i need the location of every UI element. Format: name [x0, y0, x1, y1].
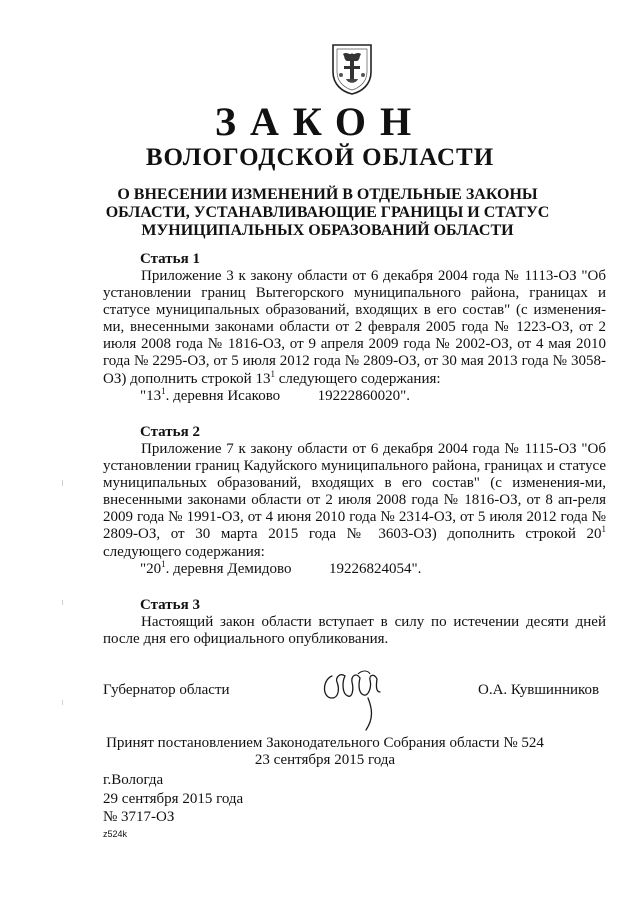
article-3	[103, 597, 606, 648]
scan-mark	[62, 600, 63, 605]
governor-name: О.А. Кувшинников	[478, 682, 600, 698]
city: г.Вологда	[103, 772, 164, 788]
adoption-note: Принят постановлением Законодательного Собрания области № 524 23 сентября 2015 года	[106, 735, 544, 768]
region-title: ВОЛОГОДСКОЙ ОБЛАСТИ	[145, 144, 495, 171]
article-title: Статья 2	[140, 424, 200, 440]
article-body: Настоящий закон области вступает в силу по истечении десяти дней после дня его официального опубликования.	[103, 614, 606, 648]
article-title: Статья 3	[140, 597, 200, 613]
law-number: № 3717-ОЗ	[103, 809, 175, 825]
article-title: Статья 1	[140, 251, 200, 267]
article-body: Приложение 3 к закону области от 6 декабря 2004 года № 1113-ОЗ "Об установлении границ Вытегорского муниципального района, границах и статусе муниципальных образований, входящих в его состав" (с изменения-ми, внесенными законами области от 2 февраля 2005 года № 1223-ОЗ, от 2 июля 2008 года № 1816-ОЗ, от 9 апреля 2009 года № 2002-ОЗ, от 4 мая 2010 года № 2295-ОЗ, от 5 июля 2012 года № 2809-ОЗ, от 30 мая 2013 года № 3058-ОЗ) дополнить строкой $13^1$ следующего содержания:	[103, 268, 606, 387]
vologda-coat-of-arms-icon	[330, 42, 374, 96]
article-2	[103, 424, 606, 578]
settlement-entry: "$20^1$. деревня Демидово 19226824054".	[140, 558, 422, 577]
document-code: z524k	[103, 829, 128, 839]
scan-mark	[62, 480, 63, 486]
signing-date: 29 сентября 2015 года	[103, 791, 244, 807]
governor-label: Губернатор области	[103, 682, 230, 698]
settlement-entry: "$13^1$. деревня Исаково 19222860020".	[140, 385, 411, 404]
law-subject: О ВНЕСЕНИИ ИЗМЕНЕНИЙ В ОТДЕЛЬНЫЕ ЗАКОНЫ ОБЛАСТИ, УСТАНАВЛИВАЮЩИЕ ГРАНИЦЫ И СТАТУС МУНИЦИПАЛЬНЫХ ОБРАЗОВАНИЙ ОБЛАСТИ	[105, 186, 550, 239]
article-1	[103, 251, 606, 405]
article-body: Приложение 7 к закону области от 6 декабря 2004 года № 1115-ОЗ "Об установлении границ Кадуйского муниципального района, границах и статусе муниципальных образований, входящих в его состав" (с изменения-ми, внесенными законами области от 2 июля 2008 года № 1816-ОЗ, от 8 ап-реля 2009 года № 1991-ОЗ, от 4 июня 2010 года № 2314-ОЗ, от 5 июля 2012 года № 2809-ОЗ, от 30 марта 2015 года № 3603-ОЗ) дополнить строкой $20^1$ следующего содержания:	[103, 441, 606, 560]
governor-signature	[318, 668, 390, 736]
law-title: ЗАКОН	[214, 99, 426, 144]
scan-mark	[62, 700, 63, 705]
